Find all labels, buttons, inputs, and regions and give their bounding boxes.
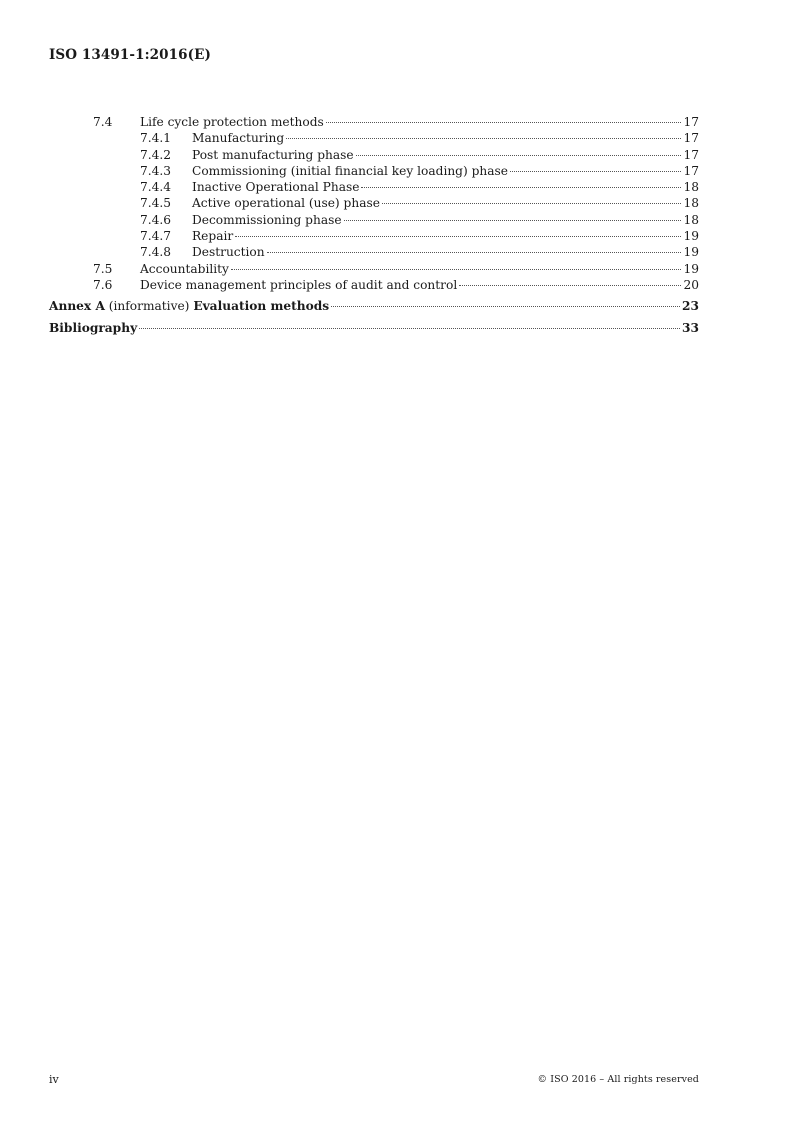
toc-entry-7-4-5[interactable] (49, 195, 699, 211)
toc-entry-number: 7.4.6 (140, 212, 172, 227)
toc-entry-7-5[interactable] (49, 261, 699, 277)
toc-entry-page: 19 (683, 261, 699, 276)
dot-leader (326, 122, 682, 123)
toc-entry-page: 18 (683, 212, 699, 227)
toc-entry-number: 7.4 (93, 115, 113, 129)
toc-entry-title: Repair (192, 229, 234, 244)
toc-entry-title: Commissioning (initial financial key loading) phase (192, 163, 509, 178)
toc-entry-page: 18 (683, 180, 699, 195)
toc-entry-title: Destruction (192, 245, 265, 260)
toc-entry-title: Accountability (140, 261, 229, 276)
toc-entry-page: 17 (683, 147, 699, 162)
toc-entry-number: 7.6 (93, 277, 113, 292)
toc-entry-title: Inactive Operational Phase (192, 180, 360, 195)
toc-entry-7-4[interactable] (49, 114, 699, 130)
toc-entry-title: Active operational (use) phase (192, 196, 380, 211)
document-id-header: ISO 13491-1:2016(E) (49, 47, 212, 63)
toc-entry-title: Bibliography (49, 321, 138, 336)
toc-entry-7-4-4[interactable] (49, 179, 699, 195)
toc-entry-page: 18 (683, 196, 699, 211)
toc-entry-number: 7.4.2 (140, 147, 172, 162)
toc-entry-7-4-3[interactable] (49, 163, 699, 179)
dot-leader (231, 269, 682, 270)
toc-entry-7-4-2[interactable] (49, 147, 699, 163)
dot-leader (382, 203, 682, 204)
dot-leader (344, 220, 682, 221)
toc-entry-title: Post manufacturing phase (192, 147, 354, 162)
toc-entry-7-6[interactable] (49, 277, 699, 293)
annex-qualifier: (informative) (108, 299, 190, 314)
toc-entry-number: 7.4.3 (140, 163, 172, 178)
annex-title: Evaluation methods (193, 299, 330, 314)
toc-entry-annex-a[interactable] (49, 295, 699, 317)
dot-leader (267, 252, 682, 253)
toc-entry-7-4-7[interactable] (49, 228, 699, 244)
toc-entry-page: 17 (683, 163, 699, 178)
toc-entry-number: 7.4.5 (140, 196, 172, 211)
toc-entry-page: 33 (682, 321, 699, 336)
toc-entry-page: 23 (682, 299, 699, 314)
footer-copyright: © ISO 2016 – All rights reserved (537, 1074, 699, 1085)
toc-entry-number: 7.5 (93, 261, 113, 276)
dot-leader (356, 155, 682, 156)
dot-leader (286, 138, 681, 139)
toc-entry-page: 20 (683, 277, 699, 292)
toc-entry-page: 17 (683, 131, 699, 146)
toc-entry-7-4-8[interactable] (49, 244, 699, 260)
toc-entry-number: 7.4.8 (140, 245, 172, 260)
toc-entry-title: Decommissioning phase (192, 212, 342, 227)
dot-leader (459, 285, 681, 286)
toc-entry-page: 17 (683, 115, 699, 129)
dot-leader (139, 328, 680, 329)
toc-entry-number: 7.4.1 (140, 131, 172, 146)
table-of-contents (49, 114, 699, 339)
annex-label: Annex A (49, 299, 105, 314)
toc-entry-title: Manufacturing (192, 131, 285, 146)
toc-entry-title: Life cycle protection methods (140, 115, 324, 129)
toc-entry-page: 19 (683, 229, 699, 244)
toc-entry-7-4-6[interactable] (49, 212, 699, 228)
toc-entry-number: 7.4.7 (140, 229, 172, 244)
toc-entry-page: 19 (683, 245, 699, 260)
toc-entry-7-4-1[interactable] (49, 130, 699, 146)
toc-entry-number: 7.4.4 (140, 180, 172, 195)
footer-page-number: iv (49, 1073, 59, 1086)
dot-leader (331, 306, 680, 307)
dot-leader (235, 236, 681, 237)
dot-leader (510, 171, 681, 172)
dot-leader (361, 187, 681, 188)
toc-entry-bibliography[interactable] (49, 317, 699, 339)
toc-entry-title: Device management principles of audit and control (140, 277, 458, 292)
